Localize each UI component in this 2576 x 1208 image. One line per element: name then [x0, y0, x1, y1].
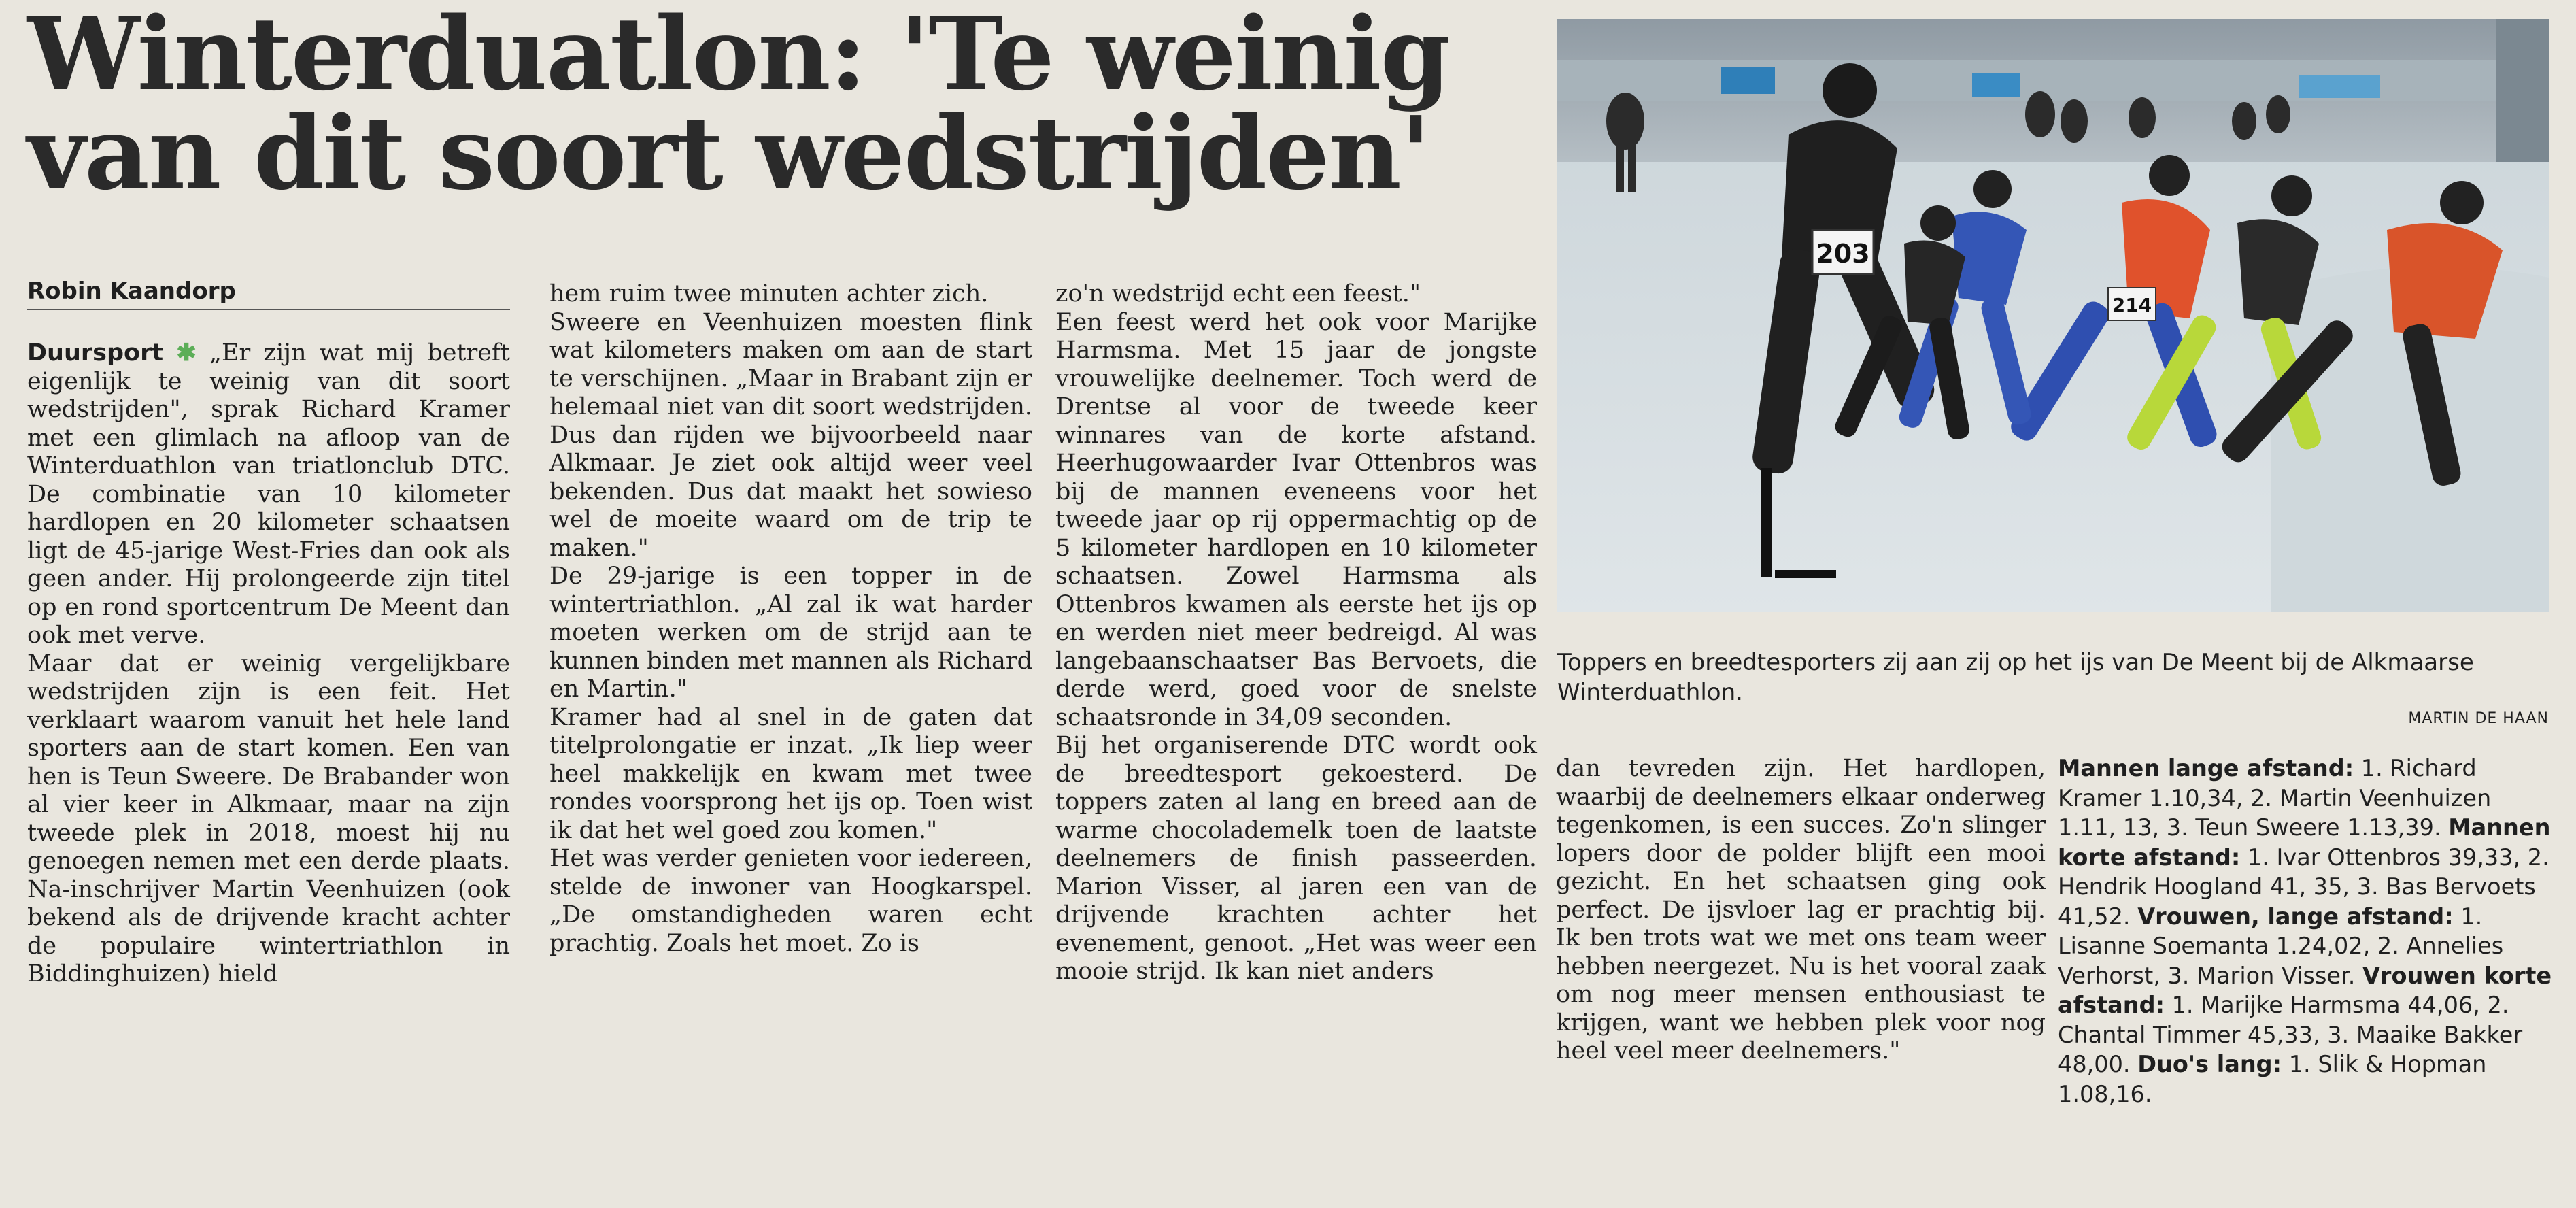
paragraph: hem ruim twee minuten achter zich.	[549, 280, 989, 307]
photo-caption: Toppers en breedtesporters zij aan zij op het ijs van De Meent bij de Alkmaarse Winterduathlon.	[1557, 649, 2474, 706]
banner	[1721, 67, 1775, 94]
article-column-4	[1556, 755, 2046, 1066]
banner	[2299, 75, 2380, 98]
results-heading: Mannen lange afstand:	[2058, 755, 2354, 782]
article-column-1	[27, 339, 510, 989]
paragraph: dan tevreden zijn. Het hardlopen, waarbij de deelnemers elkaar onderweg tegenkomen, is een succes. Zo'n slinger lopers door de polder blijft een mooi gezicht. En het schaatsen ging ook perfect. De ijsvloer lag er prachtig bij. Ik ben trots wat we met ons team weer hebben neergezet. Nu is het vooral zaak om nog meer mensen enthousiast te krijgen, want we hebben plek voor nog heel veel meer deelnemers."	[1556, 755, 2046, 1064]
results-text: 1. Marijke Harmsma 44,06, 2. Chantal Timmer 45,33, 3. Maaike Bakker 48,00.	[2058, 992, 2523, 1077]
results-heading: Vrouwen korte afstand:	[2058, 962, 2552, 1018]
paragraph: Sweere en Veenhuizen moesten flink wat kilometers maken om aan de start te verschijnen. „Maar in Brabant zijn er helemaal niet van dit soort wedstrijden. Dus dan rijden we bijvoorbeeld naar Alkmaar. Je ziet ook altijd weer veel bekenden. Dus dat maakt het sowieso wel de moeite waard om de trip te maken."	[549, 308, 1032, 562]
skating-scene-illustration	[1557, 19, 2549, 612]
byline: Robin Kaandorp	[27, 278, 510, 310]
article-column-2	[549, 280, 1032, 958]
results-text: 1. Lisanne Soemanta 1.24,02, 2. Annelies Verhorst, 3. Marion Visser.	[2058, 903, 2504, 989]
paragraph: zo'n wedstrijd echt een feest."	[1055, 280, 1421, 307]
hall-windows	[1557, 60, 2549, 101]
results-text: 1. Slik & Hopman 1.08,16.	[2058, 1051, 2487, 1107]
results-box	[2058, 754, 2554, 1109]
results-text: 1. Ivar Ottenbros 39,33, 2. Hendrik Hoogland 41, 35, 3. Bas Bervoets 41,52.	[2058, 843, 2549, 930]
headline-line-2: van dit soort wedstrijden'	[27, 94, 1430, 212]
article-column-3	[1055, 280, 1537, 986]
star-icon: ✱	[176, 339, 197, 367]
headline-line-1: Winterduatlon: 'Te weinig	[27, 0, 1450, 113]
results-heading: Vrouwen, lange afstand:	[2137, 903, 2454, 930]
paragraph: Een feest werd het ook voor Marijke Harmsma. Met 15 jaar de jongste vrouwelijke deelnemer. Toch werd de Drentse al voor de tweede keer winnares van de korte afstand. Heerhugowaarder Ivar Ottenbros was bij de mannen eveneens voor het tweede jaar op rij oppermachtig op de 5 kilometer hardlopen en 10 kilometer schaatsen. Zowel Harmsma als Ottenbros kwamen als eerste het ijs op en werden niet meer bedreigd. Al was langebaanschaatser Bas Bervoets, die derde werd, goed voor de snelste schaatsronde in 34,09 seconden.	[1055, 308, 1537, 731]
bib-number: 203	[1816, 239, 1870, 269]
paragraph: De 29-jarige is een topper in de wintertriathlon. „Al zal ik wat harder moeten werken om de strijd aan te kunnen binden met mannen als Richard en Martin."	[549, 563, 1032, 703]
pillar	[2496, 19, 2549, 162]
results-text: 1. Richard Kramer 1.10,34, 2. Martin Veenhuizen 1.11, 13, 3. Teun Sweere 1.13,39.	[2058, 755, 2492, 841]
bib-number: 214	[2112, 294, 2152, 316]
photo-credit: MARTIN DE HAAN	[2408, 710, 2549, 727]
photo-skaters	[1557, 19, 2549, 612]
paragraph: Kramer had al snel in de gaten dat titelprolongatie er inzat. „Ik liep weer heel makkelijk en kwam met twee rondes voorsprong het ijs op. Toen wist ik dat het wel goed zou komen."	[549, 703, 1032, 844]
headline	[27, 0, 1516, 212]
paragraph	[27, 339, 510, 650]
results-heading: Duo's lang:	[2137, 1051, 2282, 1077]
paragraph: Het was verder genieten voor iedereen, stelde de inwoner van Hoogkarspel. „De omstandigheden waren echt prachtig. Zoals het moet. Zo is	[549, 845, 1032, 957]
paragraph: Bij het organiserende DTC wordt ook de breedtesport gekoesterd. De toppers zaten al lang en breed aan de warme chocolademelk toen de laatste deelnemers de finish passeerden. Marion Visser, al jaren een van de drijvende krachten achter het evenement, genoot. „Het was weer een mooie strijd. Ik kan niet anders	[1055, 732, 1537, 985]
banner	[1972, 73, 2020, 97]
kicker: Duursport	[27, 339, 164, 367]
paragraph-text: „Er zijn wat mij betreft eigenlijk te weinig van dit soort wedstrijden", sprak Richard Kramer met een glimlach na afloop van de Winterduathlon van triatlonclub DTC. De combinatie van 10 kilometer hardlopen en 20 kilometer schaatsen ligt de 45-jarige West-Fries dan ook als geen ander. Hij prolongeerde zijn titel op en rond sportcentrum De Meent dan ook met verve.	[27, 339, 510, 649]
results-heading: Mannen korte afstand:	[2058, 814, 2551, 871]
paragraph: Maar dat er weinig vergelijkbare wedstrijden zijn is een feit. Het verklaart waarom vanuit het hele land sporters aan de start komen. Een van hen is Teun Sweere. De Brabander won al vier keer in Alkmaar, maar na zijn tweede plek in 2018, moest hij nu genoegen nemen met een derde plaats. Na-inschrijver Martin Veenhuizen (ook bekend als de drijvende kracht achter de populaire wintertriathlon in Biddinghuizen) hield	[27, 650, 510, 988]
